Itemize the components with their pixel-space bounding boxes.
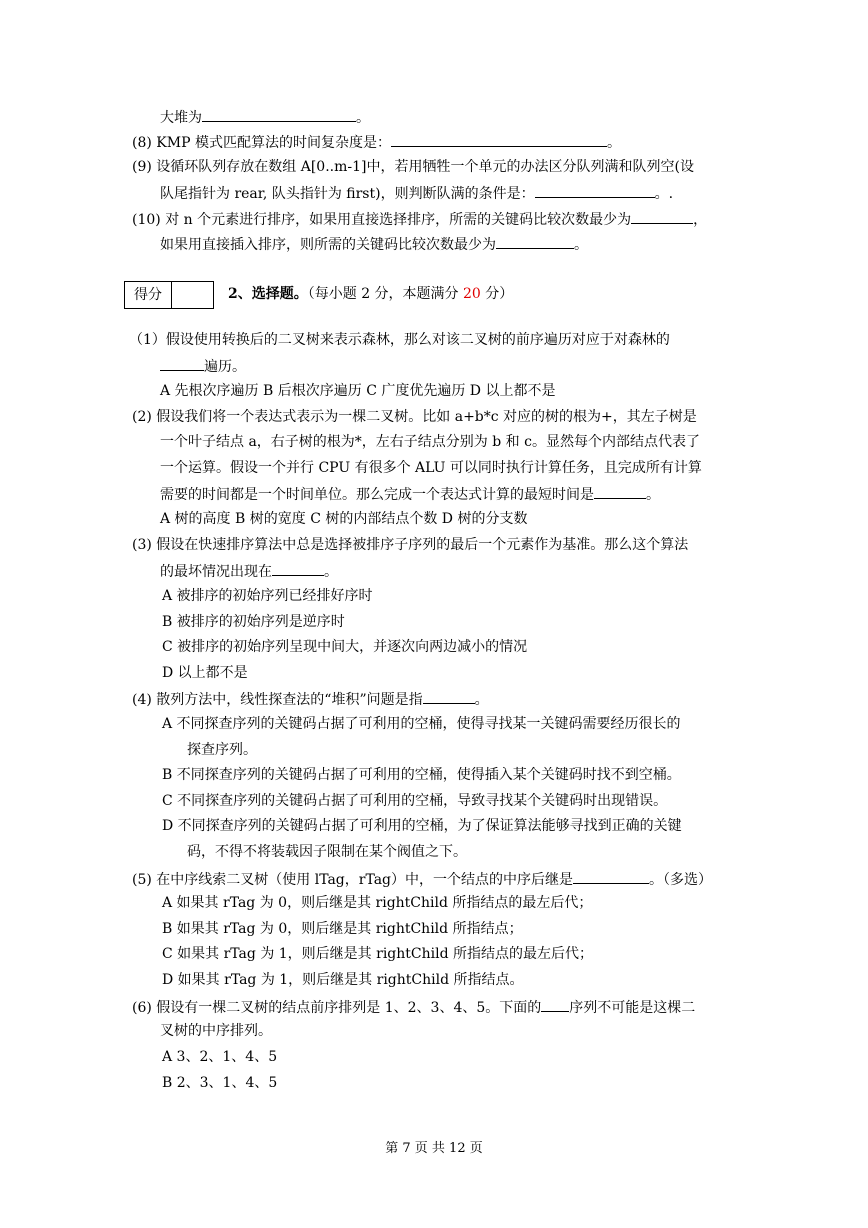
section-heading (228, 282, 513, 307)
answer-blank (272, 558, 324, 576)
q5-stem (132, 866, 712, 893)
text: D 以上都不是 (162, 665, 248, 681)
text: 一个叶子结点 a，右子树的根为*，左右子结点分别为 b 和 c。显然每个内部结点代表了 (160, 434, 700, 450)
text: 的最坏情况出现在 (160, 564, 272, 580)
q2-options (160, 507, 528, 532)
text: D 如果其 rTag 为 1，则后继是其 rightChild 所指结点。 (162, 972, 524, 988)
text: (5) 在中序线索二叉树（使用 lTag，rTag）中，一个结点的中序后继是 (132, 872, 574, 888)
section-total-score: 20 (463, 286, 481, 302)
text: A 先根次序遍历 B 后根次序遍历 C 广度优先遍历 D 以上都不是 (160, 383, 556, 399)
q6-line1 (132, 994, 695, 1021)
text: ， (693, 212, 708, 228)
text: 。 (646, 487, 660, 503)
q4-option-d-line2 (187, 840, 467, 865)
q1-options (160, 379, 556, 404)
text: 。 (574, 237, 588, 253)
text: 需要的时间都是一个时间单位。那么完成一个表达式计算的最短时间是 (160, 487, 594, 503)
text: 码，不得不将装载因子限制在某个阀值之下。 (187, 844, 467, 860)
text: 。 (474, 692, 489, 708)
answer-blank (423, 686, 475, 704)
q4-option-d-line1 (162, 814, 682, 839)
answer-blank (391, 129, 607, 147)
q5-option-a (162, 891, 592, 916)
q4-option-c (162, 789, 667, 814)
q3-option-b (162, 610, 345, 635)
text: 一个运算。假设一个并行 CPU 有很多个 ALU 可以同时执行计算任务，且完成所有计算 (160, 460, 702, 476)
text: B 2、3、1、4、5 (162, 1075, 278, 1091)
text: 大堆为 (160, 110, 202, 126)
text: A 3、2、1、4、5 (162, 1049, 278, 1065)
text: A 树的高度 B 树的宽度 C 树的内部结点个数 D 树的分支数 (160, 511, 528, 527)
text: B 不同探查序列的关键码占据了可利用的空桶，使得插入某个关键码时找不到空桶。 (162, 767, 681, 783)
answer-blank (160, 353, 204, 371)
q3-line2 (160, 558, 338, 585)
q3-option-c (162, 635, 527, 660)
text: A 被排序的初始序列已经排好序时 (162, 588, 373, 604)
q2-line4 (160, 481, 660, 508)
q1-stem-line1 (129, 328, 670, 353)
text: 探查序列。 (187, 742, 257, 758)
text: (6) 假设有一棵二叉树的结点前序排列是 1、2、3、4、5。下面的 (132, 1000, 542, 1016)
text: 队尾指针为 rear, 队头指针为 first)，则判断队满的条件是： (160, 186, 535, 202)
q6-line2 (160, 1019, 272, 1044)
text: (3) 假设在快速排序算法中总是选择被排序子序列的最后一个元素作为基准。那么这个算法 (132, 537, 689, 553)
text: B 如果其 rTag 为 0，则后继是其 rightChild 所指结点； (162, 921, 523, 937)
answer-blank (631, 206, 693, 224)
question-9-line2 (160, 180, 673, 207)
fill-line-heap (160, 104, 370, 131)
question-10-line2 (160, 231, 588, 258)
score-label: 得分 (125, 282, 172, 308)
answer-blank (202, 104, 356, 122)
text: （1）假设使用转换后的二叉树来表示森林，那么对该二叉树的前序遍历对应于对森林的 (129, 332, 670, 348)
page-footer: 第 7 页 共 12 页 (385, 1141, 483, 1156)
score-input-cell[interactable] (172, 282, 213, 308)
text: A 如果其 rTag 为 0，则后继是其 rightChild 所指结点的最左后代； (162, 895, 593, 911)
text: 。. (654, 186, 674, 202)
section-note-post: 分） (480, 286, 514, 302)
q5-option-b (162, 917, 523, 942)
answer-blank (496, 231, 574, 249)
text: (10) 对 n 个元素进行排序，如果用直接选择排序，所需的关键码比较次数最少为 (132, 212, 632, 228)
text: 。（多选） (649, 872, 713, 888)
q4-option-a-line2 (187, 738, 257, 763)
text: C 如果其 rTag 为 1，则后继是其 rightChild 所指结点的最左后代； (162, 946, 593, 962)
q4-stem (132, 686, 489, 713)
question-10-line1 (132, 206, 707, 233)
text: 叉树的中序排列。 (160, 1023, 272, 1039)
score-box (124, 281, 214, 309)
text: 如果用直接插入排序，则所需的关键码比较次数最少为 (160, 237, 496, 253)
question-8 (132, 129, 621, 156)
text: 。 (606, 135, 621, 151)
text: A 不同探查序列的关键码占据了可利用的空桶，使得寻找某一关键码需要经历很长的 (162, 716, 681, 732)
q5-option-d (162, 968, 524, 993)
q4-option-a-line1 (162, 712, 681, 737)
text: 遍历。 (204, 359, 246, 375)
text: (2) 假设我们将一个表达式表示为一棵二叉树。比如 a+b*c 对应的树的根为+，其左子树是 (132, 409, 697, 425)
text: C 被排序的初始序列呈现中间大，并逐次向两边减小的情况 (162, 639, 528, 655)
question-9-line1 (132, 155, 694, 180)
q6-option-a (162, 1045, 277, 1070)
q3-line1 (132, 533, 688, 558)
text: 。 (324, 564, 338, 580)
text: C 不同探查序列的关键码占据了可利用的空桶，导致寻找某个关键码时出现错误。 (162, 793, 668, 809)
text: 。 (356, 110, 370, 126)
q2-line2 (160, 430, 700, 455)
q3-option-d (162, 661, 248, 686)
text: (4) 散列方法中，线性探查法的“堆积”问题是指 (132, 692, 423, 708)
text: (9) 设循环队列存放在数组 A[0..m-1]中，若用牺牲一个单元的办法区分队列满和队列空(设 (132, 159, 694, 175)
q4-option-b (162, 763, 681, 788)
text: (8) KMP 模式匹配算法的时间复杂度是： (132, 135, 391, 151)
answer-blank (541, 994, 569, 1012)
answer-blank (535, 180, 655, 198)
section-note-pre: （每小题 2 分，本题满分 (307, 286, 464, 302)
text: D 不同探查序列的关键码占据了可利用的空桶，为了保证算法能够寻找到正确的关键 (162, 818, 682, 834)
answer-blank (573, 866, 649, 884)
text: 序列不可能是这棵二 (569, 1000, 696, 1016)
q1-stem-line2 (160, 353, 246, 380)
q3-option-a (162, 584, 373, 609)
section-title: 2、选择题。 (228, 286, 308, 302)
q5-option-c (162, 942, 593, 967)
q2-line1 (132, 405, 697, 430)
text: B 被排序的初始序列是逆序时 (162, 614, 345, 630)
answer-blank (594, 481, 646, 499)
q2-line3 (160, 456, 702, 481)
q6-option-b (162, 1071, 277, 1096)
